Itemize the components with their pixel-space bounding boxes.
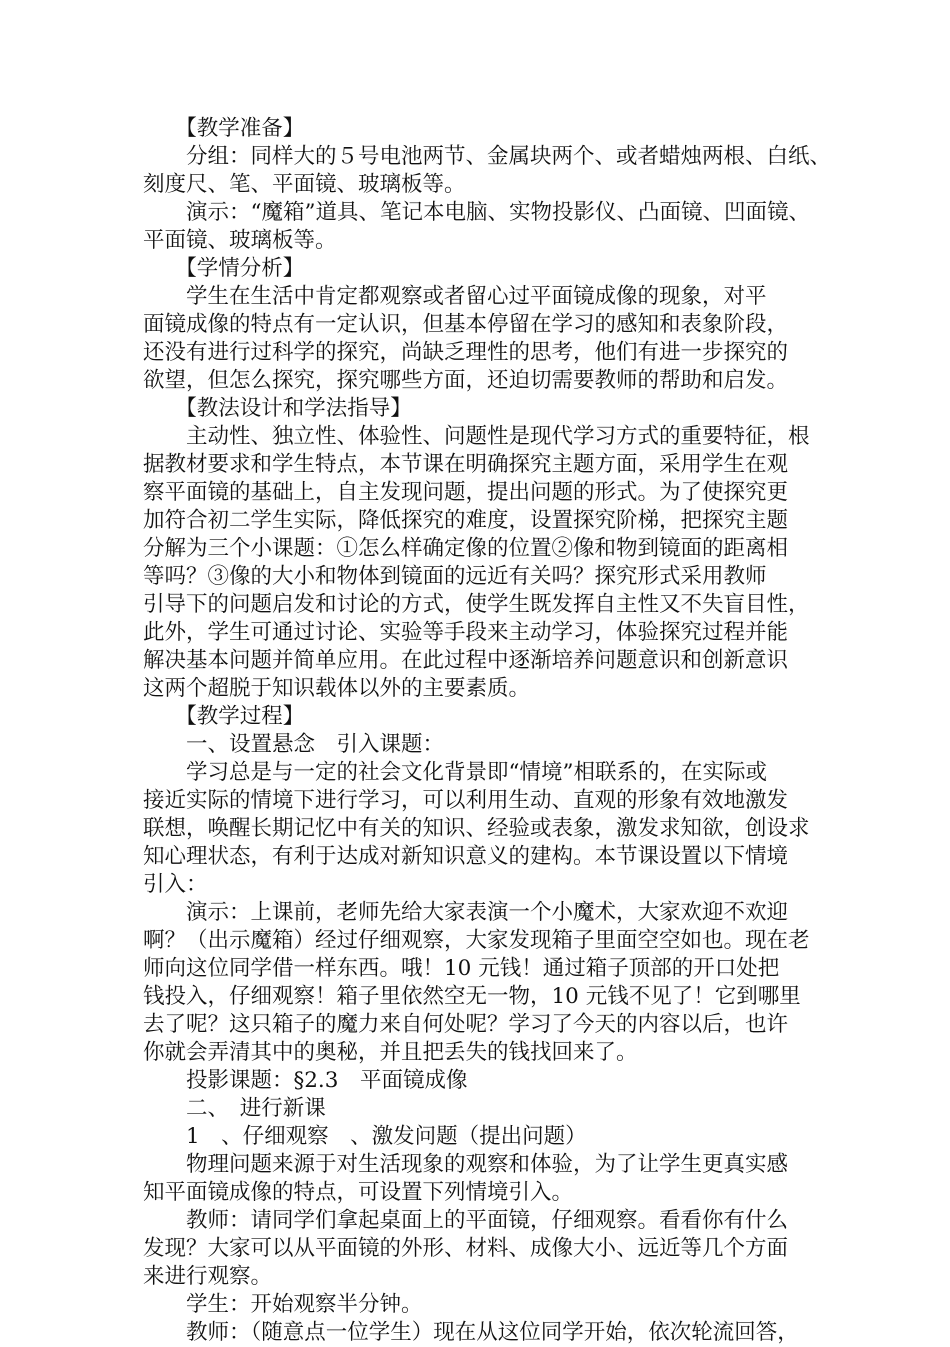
paragraph-line: 接近实际的情境下进行学习，可以利用生动、直观的形象有效地激发	[143, 788, 789, 813]
paragraph-line: 演示：上课前，老师先给大家表演一个小魔术，大家欢迎不欢迎	[143, 900, 789, 925]
paragraph-line: 加符合初二学生实际，降低探究的难度，设置探究阶梯，把探究主题	[143, 508, 789, 533]
paragraph-line: 引入：	[143, 872, 208, 897]
paragraph-line: 你就会弄清其中的奥秘，并且把丢失的钱找回来了。	[143, 1040, 638, 1065]
paragraph-line: 演示：“魔箱”道具、笔记本电脑、实物投影仪、凸面镜、凹面镜、	[143, 200, 810, 225]
paragraph-line: 主动性、独立性、体验性、问题性是现代学习方式的重要特征，根	[143, 424, 810, 449]
paragraph-line: 来进行观察。	[143, 1264, 273, 1289]
paragraph-line: 引导下的问题启发和讨论的方式，使学生既发挥自主性又不失盲目性，	[143, 592, 810, 617]
paragraph-line: 欲望，但怎么探究，探究哪些方面，还迫切需要教师的帮助和启发。	[143, 368, 789, 393]
heading-method-design: 【教法设计和学法指导】	[143, 396, 412, 421]
paragraph-line: 察平面镜的基础上，自主发现问题，提出问题的形式。为了使探究更	[143, 480, 789, 505]
paragraph-line: 知心理状态，有利于达成对新知识意义的建构。本节课设置以下情境	[143, 844, 789, 869]
paragraph-line: 分解为三个小课题：①怎么样确定像的位置②像和物到镜面的距离相	[143, 536, 789, 561]
paragraph-line: 这两个超脱于知识载体以外的主要素质。	[143, 676, 531, 701]
paragraph-line: 师向这位同学借一样东西。哦！10 元钱！通过箱子顶部的开口处把	[143, 956, 780, 981]
paragraph-line: 学生：开始观察半分钟。	[143, 1292, 423, 1317]
paragraph-line: 学习总是与一定的社会文化背景即“情境”相联系的，在实际或	[143, 760, 767, 785]
paragraph-line: 去了呢？这只箱子的魔力来自何处呢？学习了今天的内容以后，也许	[143, 1012, 789, 1037]
paragraph-line: 教师：（随意点一位学生）现在从这位同学开始，依次轮流回答，	[143, 1320, 799, 1345]
paragraph-line: 分组：同样大的５号电池两节、金属块两个、或者蜡烛两根、白纸、	[143, 144, 832, 169]
heading-teaching-preparation: 【教学准备】	[143, 116, 305, 141]
paragraph-line: 教师：请同学们拿起桌面上的平面镜，仔细观察。看看你有什么	[143, 1208, 789, 1233]
paragraph-line: 等吗？③像的大小和物体到镜面的远近有关吗？探究形式采用教师	[143, 564, 767, 589]
heading-student-analysis: 【学情分析】	[143, 256, 305, 281]
paragraph-line: 还没有进行过科学的探究，尚缺乏理性的思考，他们有进一步探究的	[143, 340, 789, 365]
paragraph-line: 刻度尺、笔、平面镜、玻璃板等。	[143, 172, 466, 197]
paragraph-line: 据教材要求和学生特点，本节课在明确探究主题方面，采用学生在观	[143, 452, 789, 477]
paragraph-line: 面镜成像的特点有一定认识，但基本停留在学习的感知和表象阶段，	[143, 312, 789, 337]
paragraph-line: 联想，唤醒长期记忆中有关的知识、经验或表象，激发求知欲，创设求	[143, 816, 810, 841]
paragraph-line: 学生在生活中肯定都观察或者留心过平面镜成像的现象，对平	[143, 284, 767, 309]
paragraph-line: 知平面镜成像的特点，可设置下列情境引入。	[143, 1180, 574, 1205]
paragraph-line: 解决基本问题并简单应用。在此过程中逐渐培养问题意识和创新意识	[143, 648, 789, 673]
paragraph-line: 平面镜、玻璃板等。	[143, 228, 337, 253]
paragraph-line: 物理问题来源于对生活现象的观察和体验，为了让学生更真实感	[143, 1152, 789, 1177]
subheading-suspense: 一、设置悬念 引入课题：	[143, 732, 445, 757]
paragraph-line: 啊？（出示魔箱）经过仔细观察，大家发现箱子里面空空如也。现在老	[143, 928, 810, 953]
subheading-observe: 1 、仔细观察 、激发问题（提出问题）	[143, 1124, 587, 1149]
paragraph-line: 此外，学生可通过讨论、实验等手段来主动学习，体验探究过程并能	[143, 620, 789, 645]
paragraph-line: 发现？大家可以从平面镜的外形、材料、成像大小、远近等几个方面	[143, 1236, 789, 1261]
projection-title-line: 投影课题：§2.3 平面镜成像	[143, 1068, 468, 1093]
subheading-new-lesson: 二、 进行新课	[143, 1096, 326, 1121]
heading-teaching-process: 【教学过程】	[143, 704, 305, 729]
paragraph-line: 钱投入，仔细观察！箱子里依然空无一物，10 元钱不见了！它到哪里	[143, 984, 801, 1009]
